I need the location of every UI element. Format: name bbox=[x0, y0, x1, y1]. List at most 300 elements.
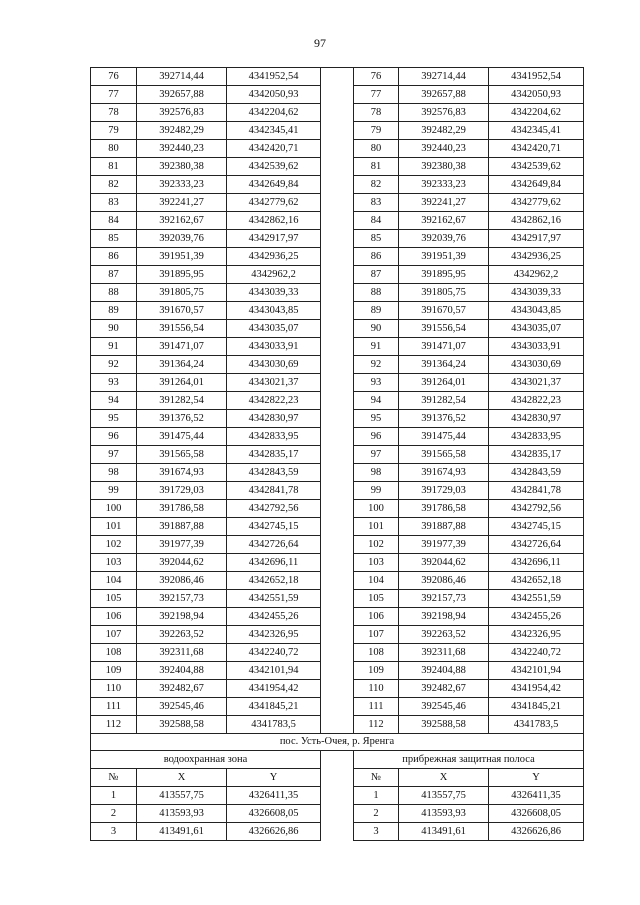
column-gap bbox=[321, 554, 354, 572]
x-cell: 392482,67 bbox=[137, 680, 227, 698]
point-number-cell: 109 bbox=[354, 662, 399, 680]
y-cell: 4326626,86 bbox=[489, 823, 584, 841]
x-cell: 392039,76 bbox=[399, 230, 489, 248]
point-number-cell: 87 bbox=[91, 266, 137, 284]
table-row bbox=[91, 194, 584, 212]
point-number-cell: 85 bbox=[354, 230, 399, 248]
x-cell: 392198,94 bbox=[399, 608, 489, 626]
x-cell: 392044,62 bbox=[137, 554, 227, 572]
y-cell: 4343033,91 bbox=[489, 338, 584, 356]
y-cell: 4341783,5 bbox=[227, 716, 321, 734]
x-cell: 391670,57 bbox=[137, 302, 227, 320]
point-number-cell: 81 bbox=[91, 158, 137, 176]
x-cell: 391475,44 bbox=[399, 428, 489, 446]
y-cell: 4342833,95 bbox=[489, 428, 584, 446]
y-cell: 4341845,21 bbox=[489, 698, 584, 716]
point-number-cell: 104 bbox=[91, 572, 137, 590]
table-row bbox=[91, 805, 584, 823]
y-cell: 4343033,91 bbox=[227, 338, 321, 356]
x-cell: 392588,58 bbox=[399, 716, 489, 734]
y-cell: 4342455,26 bbox=[489, 608, 584, 626]
y-cell: 4342792,56 bbox=[227, 500, 321, 518]
table-row bbox=[91, 446, 584, 464]
column-gap bbox=[321, 572, 354, 590]
y-cell: 4341954,42 bbox=[227, 680, 321, 698]
x-cell: 392241,27 bbox=[399, 194, 489, 212]
x-cell: 391376,52 bbox=[399, 410, 489, 428]
y-cell: 4326608,05 bbox=[227, 805, 321, 823]
x-cell: 392576,83 bbox=[137, 104, 227, 122]
point-number-cell: 99 bbox=[91, 482, 137, 500]
left-subtitle: водоохранная зона bbox=[91, 751, 321, 769]
point-number-cell: 90 bbox=[91, 320, 137, 338]
header-x: X bbox=[399, 769, 489, 787]
x-cell: 391282,54 bbox=[399, 392, 489, 410]
y-cell: 4342326,95 bbox=[489, 626, 584, 644]
y-cell: 4342833,95 bbox=[227, 428, 321, 446]
table-row bbox=[91, 230, 584, 248]
point-number-cell: 109 bbox=[91, 662, 137, 680]
table-row bbox=[91, 680, 584, 698]
y-cell: 4342822,23 bbox=[489, 392, 584, 410]
point-number-cell: 97 bbox=[354, 446, 399, 464]
column-gap bbox=[321, 698, 354, 716]
header-number: № bbox=[354, 769, 399, 787]
point-number-cell: 94 bbox=[354, 392, 399, 410]
point-number-cell: 95 bbox=[91, 410, 137, 428]
table-row bbox=[91, 410, 584, 428]
x-cell: 392263,52 bbox=[399, 626, 489, 644]
y-cell: 4341952,54 bbox=[227, 68, 321, 86]
x-cell: 413557,75 bbox=[137, 787, 227, 805]
point-number-cell: 78 bbox=[354, 104, 399, 122]
x-cell: 391977,39 bbox=[137, 536, 227, 554]
table-row bbox=[91, 554, 584, 572]
y-cell: 4342696,11 bbox=[489, 554, 584, 572]
column-gap bbox=[321, 805, 354, 823]
point-number-cell: 76 bbox=[354, 68, 399, 86]
column-gap bbox=[321, 446, 354, 464]
y-cell: 4342649,84 bbox=[489, 176, 584, 194]
y-cell: 4326411,35 bbox=[227, 787, 321, 805]
table-row bbox=[91, 140, 584, 158]
point-number-cell: 97 bbox=[91, 446, 137, 464]
y-cell: 4342726,64 bbox=[227, 536, 321, 554]
table-row bbox=[91, 374, 584, 392]
point-number-cell: 85 bbox=[91, 230, 137, 248]
column-gap bbox=[321, 662, 354, 680]
x-cell: 391556,54 bbox=[399, 320, 489, 338]
table-row bbox=[91, 284, 584, 302]
point-number-cell: 84 bbox=[354, 212, 399, 230]
x-cell: 391364,24 bbox=[399, 356, 489, 374]
y-cell: 4342101,94 bbox=[227, 662, 321, 680]
point-number-cell: 86 bbox=[354, 248, 399, 266]
x-cell: 391977,39 bbox=[399, 536, 489, 554]
y-cell: 4342779,62 bbox=[227, 194, 321, 212]
point-number-cell: 92 bbox=[354, 356, 399, 374]
x-cell: 392404,88 bbox=[137, 662, 227, 680]
x-cell: 391565,58 bbox=[399, 446, 489, 464]
table-row bbox=[91, 428, 584, 446]
point-number-cell: 99 bbox=[354, 482, 399, 500]
point-number-cell: 107 bbox=[354, 626, 399, 644]
point-number-cell: 82 bbox=[354, 176, 399, 194]
table-row bbox=[91, 104, 584, 122]
x-cell: 392157,73 bbox=[137, 590, 227, 608]
point-number-cell: 98 bbox=[91, 464, 137, 482]
y-cell: 4342745,15 bbox=[489, 518, 584, 536]
column-gap bbox=[321, 716, 354, 734]
table-row bbox=[91, 212, 584, 230]
table-row bbox=[91, 158, 584, 176]
x-cell: 392482,67 bbox=[399, 680, 489, 698]
point-number-cell: 80 bbox=[354, 140, 399, 158]
x-cell: 392545,46 bbox=[137, 698, 227, 716]
table-row bbox=[91, 302, 584, 320]
x-cell: 392241,27 bbox=[137, 194, 227, 212]
column-gap bbox=[321, 230, 354, 248]
table-row bbox=[91, 536, 584, 554]
point-number-cell: 83 bbox=[91, 194, 137, 212]
point-number-cell: 106 bbox=[354, 608, 399, 626]
x-cell: 391674,93 bbox=[399, 464, 489, 482]
table-row bbox=[91, 787, 584, 805]
x-cell: 391887,88 bbox=[399, 518, 489, 536]
table-row bbox=[91, 266, 584, 284]
x-cell: 392333,23 bbox=[399, 176, 489, 194]
table-row bbox=[91, 662, 584, 680]
column-gap bbox=[321, 122, 354, 140]
x-cell: 391364,24 bbox=[137, 356, 227, 374]
point-number-cell: 112 bbox=[91, 716, 137, 734]
y-cell: 4342862,16 bbox=[489, 212, 584, 230]
column-gap bbox=[321, 608, 354, 626]
y-cell: 4342835,17 bbox=[227, 446, 321, 464]
y-cell: 4341845,21 bbox=[227, 698, 321, 716]
x-cell: 391565,58 bbox=[137, 446, 227, 464]
y-cell: 4343043,85 bbox=[489, 302, 584, 320]
table-row bbox=[91, 518, 584, 536]
y-cell: 4343039,33 bbox=[227, 284, 321, 302]
x-cell: 413491,61 bbox=[399, 823, 489, 841]
point-number-cell: 76 bbox=[91, 68, 137, 86]
y-cell: 4343043,85 bbox=[227, 302, 321, 320]
coordinates-table bbox=[90, 67, 584, 841]
column-gap bbox=[321, 751, 354, 769]
column-gap bbox=[321, 626, 354, 644]
table-row bbox=[91, 716, 584, 734]
point-number-cell: 95 bbox=[354, 410, 399, 428]
x-cell: 392157,73 bbox=[399, 590, 489, 608]
x-cell: 392657,88 bbox=[399, 86, 489, 104]
column-gap bbox=[321, 536, 354, 554]
y-cell: 4342539,62 bbox=[227, 158, 321, 176]
x-cell: 392714,44 bbox=[399, 68, 489, 86]
table-row bbox=[91, 68, 584, 86]
table-row bbox=[91, 823, 584, 841]
y-cell: 4343030,69 bbox=[489, 356, 584, 374]
y-cell: 4341783,5 bbox=[489, 716, 584, 734]
y-cell: 4342962,2 bbox=[489, 266, 584, 284]
y-cell: 4342822,23 bbox=[227, 392, 321, 410]
x-cell: 392311,68 bbox=[137, 644, 227, 662]
header-x: X bbox=[137, 769, 227, 787]
x-cell: 391895,95 bbox=[399, 266, 489, 284]
y-cell: 4342420,71 bbox=[489, 140, 584, 158]
point-number-cell: 91 bbox=[354, 338, 399, 356]
x-cell: 391471,07 bbox=[399, 338, 489, 356]
x-cell: 392086,46 bbox=[399, 572, 489, 590]
x-cell: 392198,94 bbox=[137, 608, 227, 626]
x-cell: 392333,23 bbox=[137, 176, 227, 194]
point-number-cell: 86 bbox=[91, 248, 137, 266]
column-gap bbox=[321, 356, 354, 374]
point-number-cell: 108 bbox=[354, 644, 399, 662]
point-number-cell: 83 bbox=[354, 194, 399, 212]
table-row bbox=[91, 626, 584, 644]
x-cell: 392657,88 bbox=[137, 86, 227, 104]
upper-rows bbox=[91, 68, 584, 734]
x-cell: 413593,93 bbox=[399, 805, 489, 823]
point-number-cell: 106 bbox=[91, 608, 137, 626]
x-cell: 391729,03 bbox=[137, 482, 227, 500]
point-number-cell: 87 bbox=[354, 266, 399, 284]
point-number-cell: 77 bbox=[91, 86, 137, 104]
y-cell: 4342652,18 bbox=[489, 572, 584, 590]
y-cell: 4342843,59 bbox=[489, 464, 584, 482]
y-cell: 4342726,64 bbox=[489, 536, 584, 554]
y-cell: 4342862,16 bbox=[227, 212, 321, 230]
x-cell: 392263,52 bbox=[137, 626, 227, 644]
y-cell: 4342345,41 bbox=[489, 122, 584, 140]
table-row bbox=[91, 122, 584, 140]
y-cell: 4343039,33 bbox=[489, 284, 584, 302]
header-number: № bbox=[91, 769, 137, 787]
header-y: Y bbox=[227, 769, 321, 787]
y-cell: 4342841,78 bbox=[227, 482, 321, 500]
table-row bbox=[91, 176, 584, 194]
x-cell: 391729,03 bbox=[399, 482, 489, 500]
point-number-cell: 77 bbox=[354, 86, 399, 104]
table-row bbox=[91, 320, 584, 338]
x-cell: 392311,68 bbox=[399, 644, 489, 662]
column-gap bbox=[321, 140, 354, 158]
point-number-cell: 3 bbox=[91, 823, 137, 841]
point-number-cell: 102 bbox=[91, 536, 137, 554]
y-cell: 4342240,72 bbox=[227, 644, 321, 662]
point-number-cell: 103 bbox=[354, 554, 399, 572]
y-cell: 4343035,07 bbox=[227, 320, 321, 338]
column-gap bbox=[321, 518, 354, 536]
y-cell: 4342779,62 bbox=[489, 194, 584, 212]
point-number-cell: 101 bbox=[354, 518, 399, 536]
point-number-cell: 96 bbox=[354, 428, 399, 446]
x-cell: 392440,23 bbox=[137, 140, 227, 158]
y-cell: 4342792,56 bbox=[489, 500, 584, 518]
point-number-cell: 93 bbox=[354, 374, 399, 392]
y-cell: 4342649,84 bbox=[227, 176, 321, 194]
x-cell: 413593,93 bbox=[137, 805, 227, 823]
header-row bbox=[91, 769, 584, 787]
point-number-cell: 88 bbox=[354, 284, 399, 302]
y-cell: 4342917,97 bbox=[489, 230, 584, 248]
table-row bbox=[91, 698, 584, 716]
point-number-cell: 80 bbox=[91, 140, 137, 158]
x-cell: 391805,75 bbox=[399, 284, 489, 302]
point-number-cell: 105 bbox=[91, 590, 137, 608]
column-gap bbox=[321, 410, 354, 428]
x-cell: 391475,44 bbox=[137, 428, 227, 446]
y-cell: 4326626,86 bbox=[227, 823, 321, 841]
table-row bbox=[91, 590, 584, 608]
column-gap bbox=[321, 392, 354, 410]
y-cell: 4342936,25 bbox=[489, 248, 584, 266]
x-cell: 391674,93 bbox=[137, 464, 227, 482]
y-cell: 4342962,2 bbox=[227, 266, 321, 284]
column-gap bbox=[321, 176, 354, 194]
x-cell: 392162,67 bbox=[137, 212, 227, 230]
column-gap bbox=[321, 644, 354, 662]
table-row bbox=[91, 608, 584, 626]
table-row bbox=[91, 464, 584, 482]
x-cell: 392440,23 bbox=[399, 140, 489, 158]
point-number-cell: 88 bbox=[91, 284, 137, 302]
x-cell: 392482,29 bbox=[399, 122, 489, 140]
x-cell: 391264,01 bbox=[399, 374, 489, 392]
y-cell: 4326608,05 bbox=[489, 805, 584, 823]
y-cell: 4343030,69 bbox=[227, 356, 321, 374]
x-cell: 392482,29 bbox=[137, 122, 227, 140]
page-number: 97 bbox=[314, 36, 326, 50]
y-cell: 4342551,59 bbox=[227, 590, 321, 608]
x-cell: 391670,57 bbox=[399, 302, 489, 320]
column-gap bbox=[321, 104, 354, 122]
point-number-cell: 103 bbox=[91, 554, 137, 572]
point-number-cell: 89 bbox=[91, 302, 137, 320]
column-gap bbox=[321, 194, 354, 212]
column-gap bbox=[321, 769, 354, 787]
x-cell: 392162,67 bbox=[399, 212, 489, 230]
point-number-cell: 105 bbox=[354, 590, 399, 608]
table-row bbox=[91, 248, 584, 266]
x-cell: 392044,62 bbox=[399, 554, 489, 572]
point-number-cell: 1 bbox=[91, 787, 137, 805]
point-number-cell: 89 bbox=[354, 302, 399, 320]
table-row bbox=[91, 482, 584, 500]
x-cell: 391786,58 bbox=[399, 500, 489, 518]
x-cell: 392404,88 bbox=[399, 662, 489, 680]
x-cell: 391471,07 bbox=[137, 338, 227, 356]
column-gap bbox=[321, 464, 354, 482]
point-number-cell: 110 bbox=[354, 680, 399, 698]
section-title: пос. Усть-Очея, р. Яренга bbox=[91, 734, 584, 751]
y-cell: 4341954,42 bbox=[489, 680, 584, 698]
x-cell: 391556,54 bbox=[137, 320, 227, 338]
y-cell: 4342420,71 bbox=[227, 140, 321, 158]
column-gap bbox=[321, 680, 354, 698]
point-number-cell: 82 bbox=[91, 176, 137, 194]
point-number-cell: 91 bbox=[91, 338, 137, 356]
x-cell: 413491,61 bbox=[137, 823, 227, 841]
column-gap bbox=[321, 212, 354, 230]
point-number-cell: 93 bbox=[91, 374, 137, 392]
table-row bbox=[91, 572, 584, 590]
y-cell: 4343021,37 bbox=[489, 374, 584, 392]
y-cell: 4342345,41 bbox=[227, 122, 321, 140]
column-gap bbox=[321, 158, 354, 176]
point-number-cell: 108 bbox=[91, 644, 137, 662]
point-number-cell: 101 bbox=[91, 518, 137, 536]
x-cell: 413557,75 bbox=[399, 787, 489, 805]
y-cell: 4342204,62 bbox=[489, 104, 584, 122]
x-cell: 392380,38 bbox=[137, 158, 227, 176]
lower-rows bbox=[91, 787, 584, 841]
right-subtitle: прибрежная защитная полоса bbox=[354, 751, 584, 769]
column-gap bbox=[321, 482, 354, 500]
y-cell: 4342652,18 bbox=[227, 572, 321, 590]
point-number-cell: 2 bbox=[354, 805, 399, 823]
x-cell: 392086,46 bbox=[137, 572, 227, 590]
column-gap bbox=[321, 68, 354, 86]
x-cell: 392714,44 bbox=[137, 68, 227, 86]
y-cell: 4342551,59 bbox=[489, 590, 584, 608]
x-cell: 391951,39 bbox=[399, 248, 489, 266]
point-number-cell: 96 bbox=[91, 428, 137, 446]
point-number-cell: 102 bbox=[354, 536, 399, 554]
point-number-cell: 111 bbox=[354, 698, 399, 716]
table-row bbox=[91, 500, 584, 518]
column-gap bbox=[321, 428, 354, 446]
column-gap bbox=[321, 86, 354, 104]
point-number-cell: 78 bbox=[91, 104, 137, 122]
column-gap bbox=[321, 787, 354, 805]
x-cell: 391376,52 bbox=[137, 410, 227, 428]
section-block bbox=[91, 734, 584, 787]
x-cell: 391786,58 bbox=[137, 500, 227, 518]
column-gap bbox=[321, 248, 354, 266]
point-number-cell: 2 bbox=[91, 805, 137, 823]
column-gap bbox=[321, 823, 354, 841]
y-cell: 4342696,11 bbox=[227, 554, 321, 572]
y-cell: 4342841,78 bbox=[489, 482, 584, 500]
point-number-cell: 79 bbox=[91, 122, 137, 140]
point-number-cell: 1 bbox=[354, 787, 399, 805]
point-number-cell: 111 bbox=[91, 698, 137, 716]
y-cell: 4342204,62 bbox=[227, 104, 321, 122]
column-gap bbox=[321, 284, 354, 302]
column-gap bbox=[321, 302, 354, 320]
x-cell: 392588,58 bbox=[137, 716, 227, 734]
x-cell: 391282,54 bbox=[137, 392, 227, 410]
y-cell: 4342936,25 bbox=[227, 248, 321, 266]
point-number-cell: 94 bbox=[91, 392, 137, 410]
x-cell: 391887,88 bbox=[137, 518, 227, 536]
y-cell: 4342101,94 bbox=[489, 662, 584, 680]
y-cell: 4342745,15 bbox=[227, 518, 321, 536]
point-number-cell: 92 bbox=[91, 356, 137, 374]
table-row bbox=[91, 392, 584, 410]
header-y: Y bbox=[489, 769, 584, 787]
y-cell: 4343021,37 bbox=[227, 374, 321, 392]
x-cell: 391895,95 bbox=[137, 266, 227, 284]
point-number-cell: 79 bbox=[354, 122, 399, 140]
point-number-cell: 100 bbox=[91, 500, 137, 518]
column-gap bbox=[321, 374, 354, 392]
table-row bbox=[91, 356, 584, 374]
point-number-cell: 100 bbox=[354, 500, 399, 518]
column-gap bbox=[321, 590, 354, 608]
